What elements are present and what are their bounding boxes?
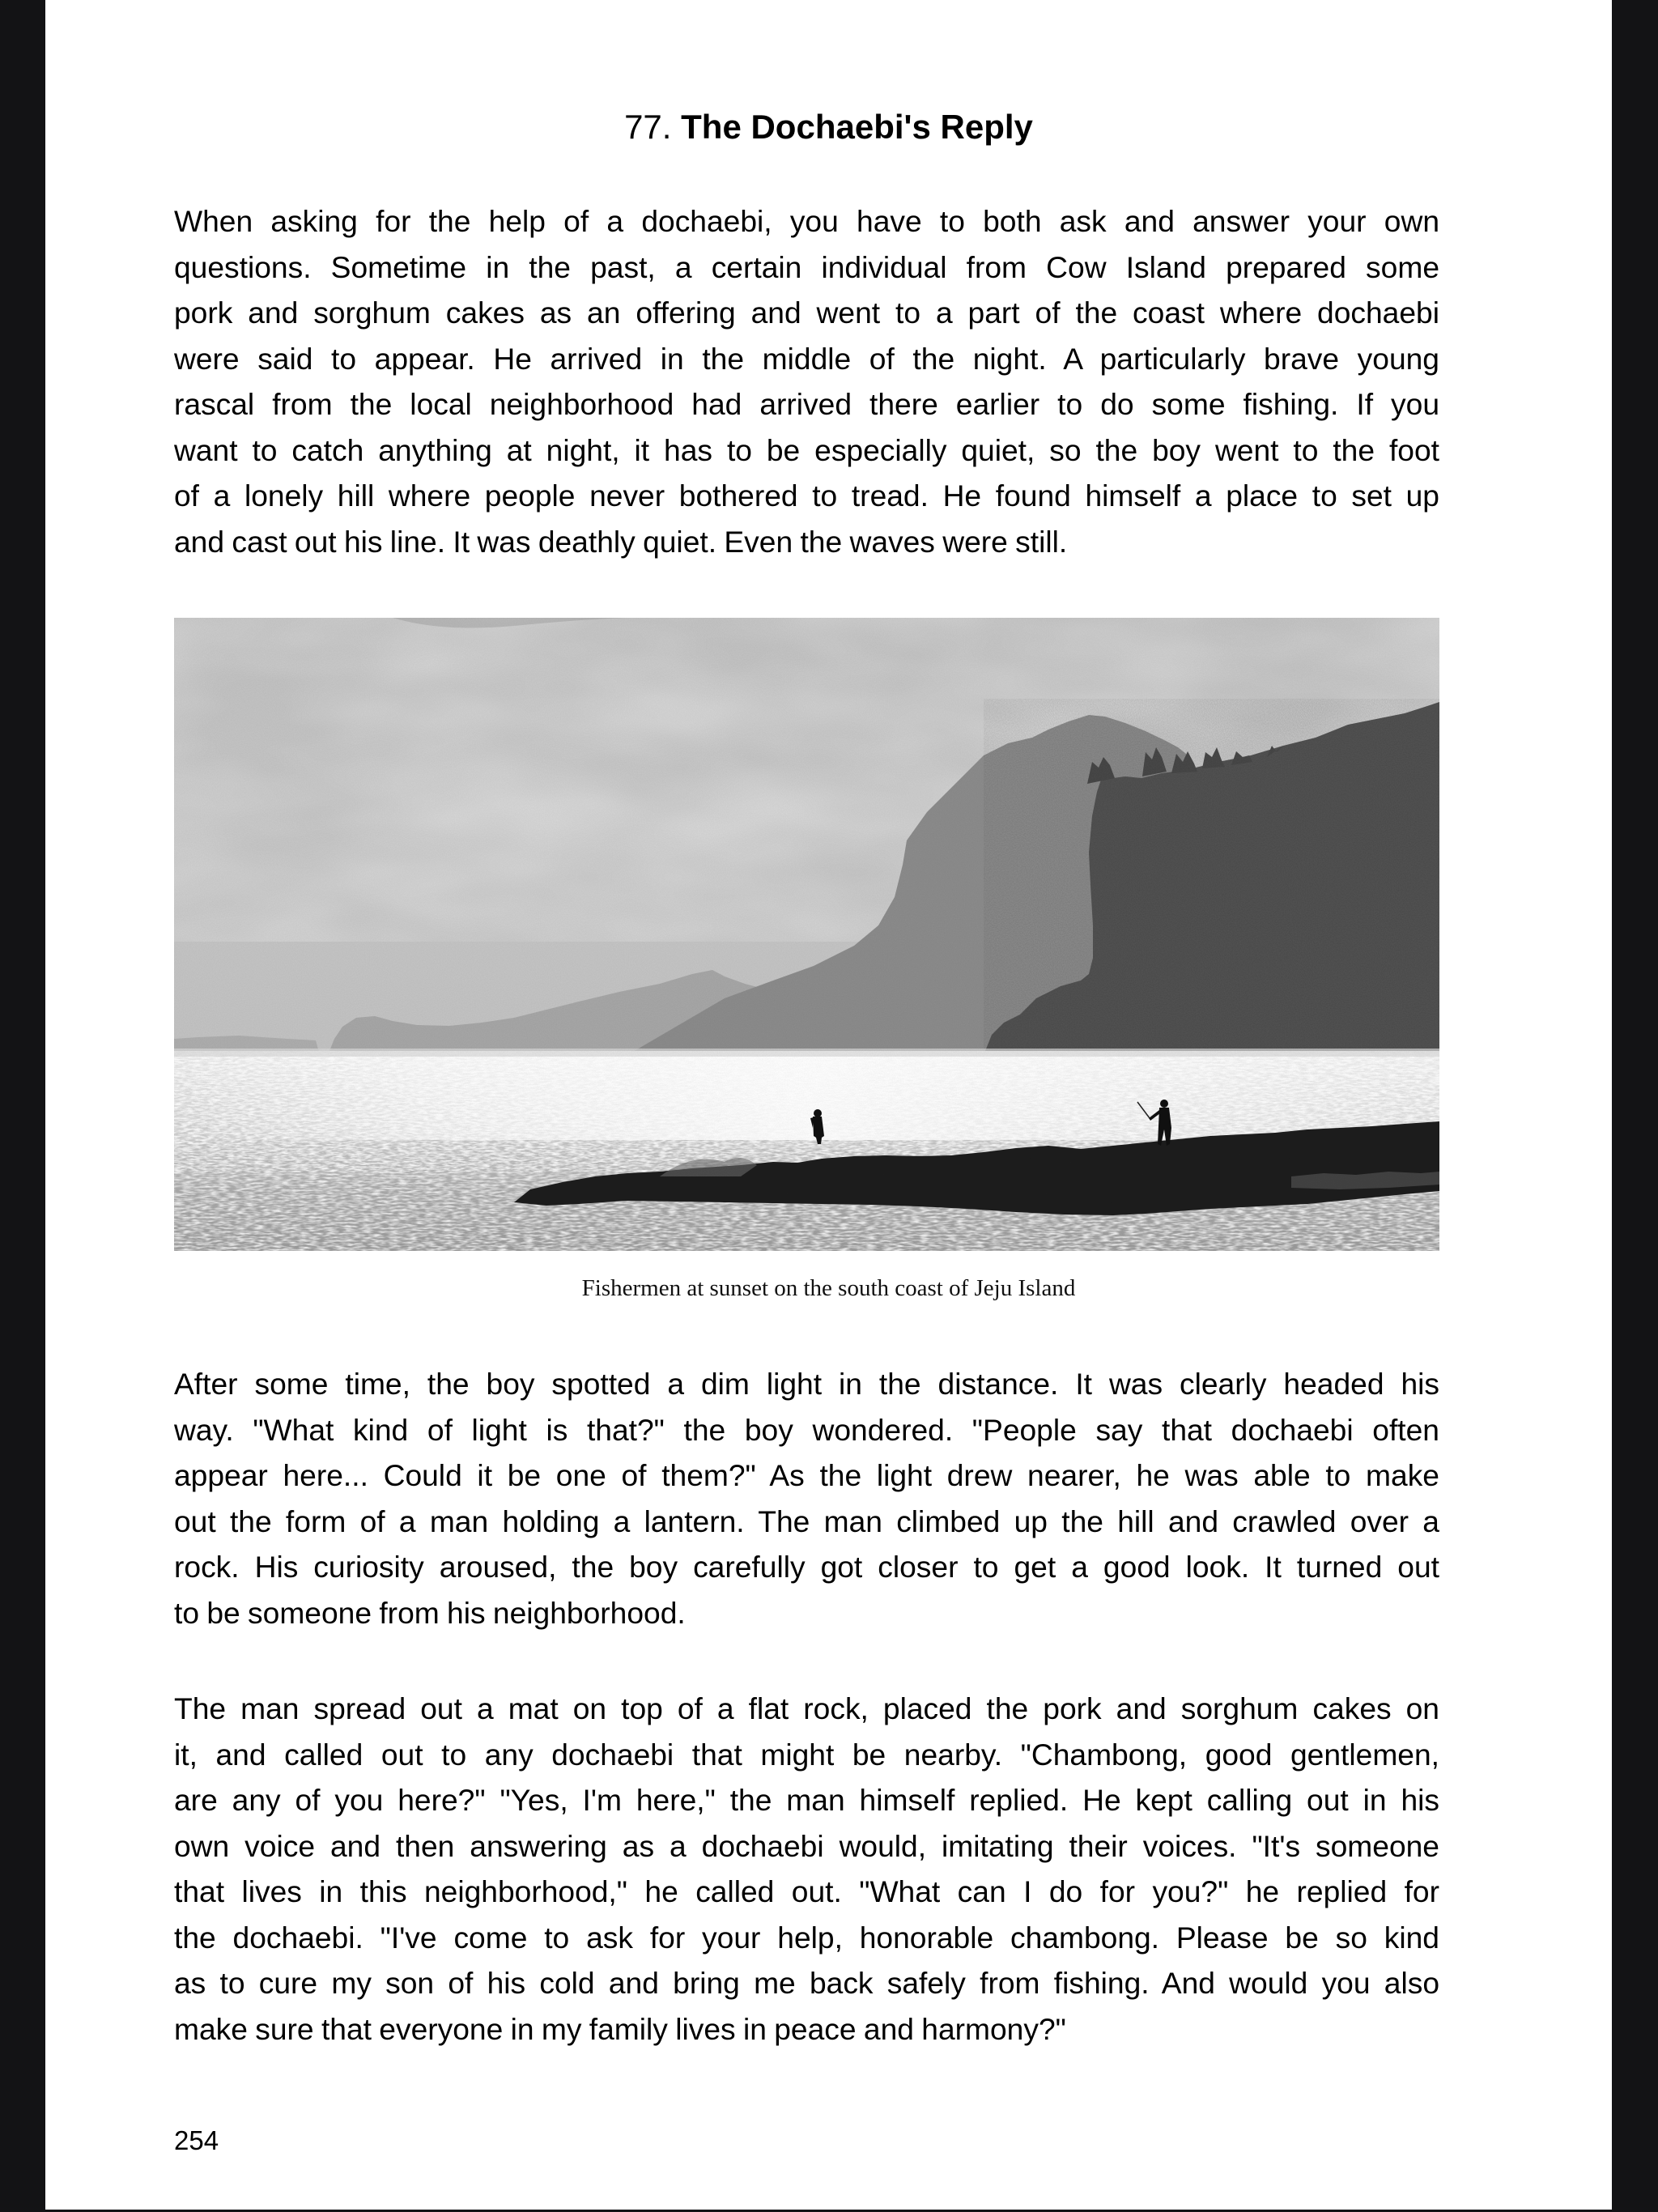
page-number: 254 bbox=[174, 2125, 219, 2155]
paragraph-1 bbox=[174, 198, 1439, 564]
paragraph-2 bbox=[174, 1361, 1439, 1636]
figure-caption: Fishermen at sunset on the south coast of Jeju Island bbox=[581, 1275, 1076, 1301]
text-line: The man spread out a mat on top of a flat rock, placed the pork and sorghum cakes on bbox=[174, 1691, 1439, 1725]
text-line: make sure that everyone in my family lives in peace and harmony?" bbox=[174, 2011, 1066, 2046]
text-line: it, and called out to any dochaebi that might be nearby. "Chambong, good gentlemen, bbox=[174, 1737, 1439, 1772]
book-page bbox=[45, 0, 1612, 2210]
text-line: rascal from the local neighborhood had arrived there earlier to do some fishing. If you bbox=[174, 387, 1439, 421]
text-line: own voice and then answering as a dochaebi would, imitating their voices. "It's someone bbox=[174, 1828, 1439, 1863]
text-line: rock. His curiosity aroused, the boy carefully got closer to get a good look. It turned out bbox=[174, 1550, 1439, 1584]
photo-fishermen-jeju bbox=[174, 618, 1439, 1251]
text-line: and cast out his line. It was deathly quiet. Even the waves were still. bbox=[174, 524, 1068, 559]
text-line: way. "What kind of light is that?" the boy wondered. "People say that dochaebi often bbox=[174, 1412, 1439, 1447]
text-line: as to cure my son of his cold and bring me back safely from fishing. And would you also bbox=[174, 1966, 1439, 2000]
text-line: to be someone from his neighborhood. bbox=[174, 1595, 686, 1630]
chapter-name: The Dochaebi's Reply bbox=[681, 108, 1033, 146]
paragraph-3 bbox=[174, 1686, 1439, 2052]
text-line: that lives in this neighborhood," he called out. "What can I do for you?" he replied for bbox=[174, 1874, 1439, 1908]
chapter-number: 77. bbox=[624, 108, 672, 146]
text-line: After some time, the boy spotted a dim light in the distance. It was clearly headed his bbox=[174, 1367, 1439, 1401]
text-line: are any of you here?" "Yes, I'm here," the man himself replied. He kept calling out in his bbox=[174, 1783, 1439, 1817]
chapter-title bbox=[45, 104, 1612, 150]
text-line: of a lonely hill where people never bothered to tread. He found himself a place to set up bbox=[174, 479, 1439, 513]
text-line: pork and sorghum cakes as an offering and went to a part of the coast where dochaebi bbox=[174, 296, 1439, 330]
text-line: questions. Sometime in the past, a certain individual from Cow Island prepared some bbox=[174, 249, 1439, 284]
text-line: the dochaebi. "I've come to ask for your help, honorable chambong. Please be so kind bbox=[174, 1920, 1439, 1955]
text-line: were said to appear. He arrived in the middle of the night. A particularly brave young bbox=[174, 341, 1439, 376]
photo-grain bbox=[174, 618, 1439, 1251]
text-line: out the form of a man holding a lantern. The man climbed up the hill and crawled over a bbox=[174, 1504, 1439, 1538]
landscape-photo bbox=[174, 618, 1439, 1251]
text-line: want to catch anything at night, it has to be especially quiet, so the boy went to the foot bbox=[174, 432, 1439, 467]
text-line: When asking for the help of a dochaebi, you have to both ask and answer your own bbox=[174, 204, 1439, 238]
text-line: appear here... Could it be one of them?" As the light drew nearer, he was able to make bbox=[174, 1458, 1439, 1492]
